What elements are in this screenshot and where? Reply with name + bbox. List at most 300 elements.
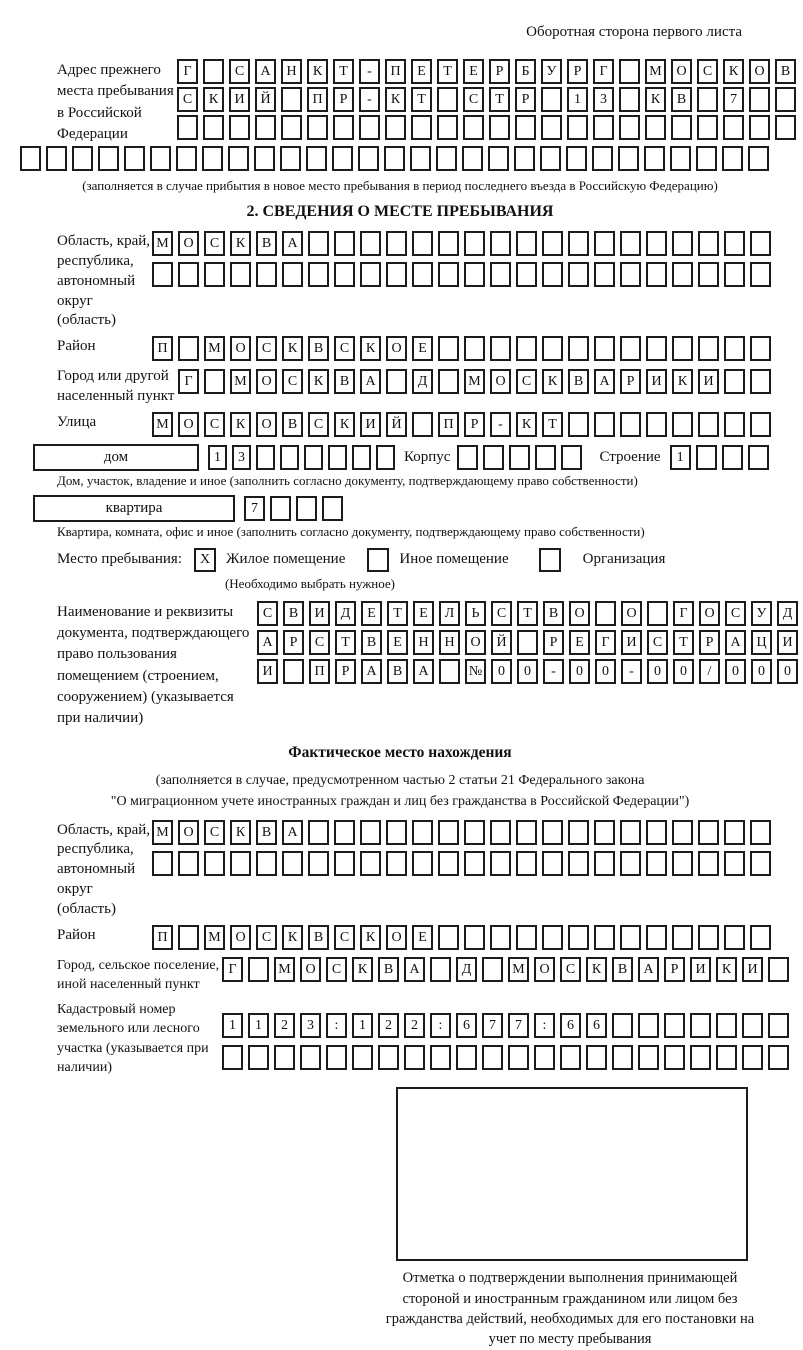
char-cell[interactable]: С	[560, 957, 581, 982]
char-cell[interactable]: Р	[543, 630, 564, 655]
char-cell[interactable]: К	[360, 336, 381, 361]
char-cell[interactable]	[308, 262, 329, 287]
char-cell[interactable]	[620, 925, 641, 950]
char-cell[interactable]: К	[645, 87, 666, 112]
char-cell[interactable]: О	[178, 412, 199, 437]
char-cell[interactable]: Д	[335, 601, 356, 626]
char-cell[interactable]: О	[386, 925, 407, 950]
char-cell[interactable]: А	[404, 957, 425, 982]
char-cell[interactable]	[742, 1045, 763, 1070]
char-cell[interactable]: П	[309, 659, 330, 684]
char-cell[interactable]	[412, 412, 433, 437]
char-cell[interactable]	[594, 262, 615, 287]
char-cell[interactable]	[386, 851, 407, 876]
char-cell[interactable]: В	[308, 336, 329, 361]
char-cell[interactable]: С	[256, 336, 277, 361]
char-cell[interactable]	[150, 146, 171, 171]
char-cell[interactable]: Р	[620, 369, 641, 394]
char-cell[interactable]: И	[698, 369, 719, 394]
char-cell[interactable]: -	[621, 659, 642, 684]
char-cell[interactable]: К	[360, 925, 381, 950]
char-cell[interactable]: 0	[491, 659, 512, 684]
char-cell[interactable]: Р	[283, 630, 304, 655]
char-cell[interactable]: И	[257, 659, 278, 684]
char-cell[interactable]: Р	[489, 59, 510, 84]
char-cell[interactable]	[464, 231, 485, 256]
char-cell[interactable]: П	[307, 87, 328, 112]
char-cell[interactable]	[177, 115, 198, 140]
char-cell[interactable]: О	[490, 369, 511, 394]
char-cell[interactable]	[645, 115, 666, 140]
char-cell[interactable]	[463, 115, 484, 140]
char-cell[interactable]	[517, 630, 538, 655]
char-cell[interactable]	[230, 262, 251, 287]
char-cell[interactable]	[516, 231, 537, 256]
char-cell[interactable]: Е	[463, 59, 484, 84]
char-cell[interactable]: О	[300, 957, 321, 982]
char-cell[interactable]	[542, 851, 563, 876]
char-cell[interactable]: И	[309, 601, 330, 626]
char-cell[interactable]: К	[516, 412, 537, 437]
char-cell[interactable]: Й	[255, 87, 276, 112]
char-cell[interactable]	[698, 820, 719, 845]
char-cell[interactable]: С	[282, 369, 303, 394]
char-cell[interactable]: Б	[515, 59, 536, 84]
char-cell[interactable]: В	[775, 59, 796, 84]
char-cell[interactable]	[360, 231, 381, 256]
char-cell[interactable]	[724, 231, 745, 256]
char-cell[interactable]: О	[256, 412, 277, 437]
char-cell[interactable]	[560, 1045, 581, 1070]
char-cell[interactable]	[535, 445, 556, 470]
char-cell[interactable]	[462, 146, 483, 171]
char-cell[interactable]	[698, 851, 719, 876]
char-cell[interactable]	[647, 601, 668, 626]
char-cell[interactable]	[698, 412, 719, 437]
char-cell[interactable]	[438, 925, 459, 950]
char-cell[interactable]	[516, 851, 537, 876]
char-cell[interactable]	[750, 925, 771, 950]
char-cell[interactable]: 3	[593, 87, 614, 112]
char-cell[interactable]: Е	[413, 601, 434, 626]
char-cell[interactable]	[646, 925, 667, 950]
char-cell[interactable]: К	[352, 957, 373, 982]
char-cell[interactable]: Г	[177, 59, 198, 84]
char-cell[interactable]	[638, 1013, 659, 1038]
char-cell[interactable]	[542, 262, 563, 287]
char-cell[interactable]	[490, 820, 511, 845]
char-cell[interactable]	[646, 820, 667, 845]
char-cell[interactable]	[516, 336, 537, 361]
char-cell[interactable]	[516, 820, 537, 845]
char-cell[interactable]	[296, 496, 317, 521]
char-cell[interactable]	[326, 1045, 347, 1070]
char-cell[interactable]	[698, 262, 719, 287]
char-cell[interactable]	[775, 87, 796, 112]
char-cell[interactable]: 0	[595, 659, 616, 684]
char-cell[interactable]: К	[716, 957, 737, 982]
char-cell[interactable]	[412, 231, 433, 256]
char-cell[interactable]	[281, 87, 302, 112]
char-cell[interactable]	[412, 262, 433, 287]
char-cell[interactable]	[280, 146, 301, 171]
char-cell[interactable]	[178, 336, 199, 361]
char-cell[interactable]	[768, 957, 789, 982]
char-cell[interactable]	[439, 659, 460, 684]
char-cell[interactable]	[300, 1045, 321, 1070]
char-cell[interactable]: 2	[404, 1013, 425, 1038]
char-cell[interactable]	[490, 262, 511, 287]
char-cell[interactable]: В	[378, 957, 399, 982]
char-cell[interactable]	[308, 820, 329, 845]
char-cell[interactable]	[333, 115, 354, 140]
char-cell[interactable]: 1	[567, 87, 588, 112]
char-cell[interactable]	[360, 820, 381, 845]
char-cell[interactable]: В	[543, 601, 564, 626]
char-cell[interactable]	[385, 115, 406, 140]
char-cell[interactable]	[322, 496, 343, 521]
char-cell[interactable]: М	[464, 369, 485, 394]
char-cell[interactable]	[619, 87, 640, 112]
char-cell[interactable]	[620, 336, 641, 361]
char-cell[interactable]	[540, 146, 561, 171]
char-cell[interactable]	[386, 820, 407, 845]
char-cell[interactable]	[724, 262, 745, 287]
char-cell[interactable]	[202, 146, 223, 171]
char-cell[interactable]	[437, 115, 458, 140]
char-cell[interactable]	[541, 87, 562, 112]
char-cell[interactable]	[352, 1045, 373, 1070]
char-cell[interactable]	[386, 262, 407, 287]
char-cell[interactable]: В	[256, 231, 277, 256]
char-cell[interactable]	[698, 336, 719, 361]
char-cell[interactable]: Л	[439, 601, 460, 626]
char-cell[interactable]	[722, 445, 743, 470]
char-cell[interactable]	[515, 115, 536, 140]
char-cell[interactable]: К	[334, 412, 355, 437]
char-cell[interactable]	[430, 1045, 451, 1070]
char-cell[interactable]: В	[671, 87, 692, 112]
char-cell[interactable]	[230, 851, 251, 876]
char-cell[interactable]	[750, 412, 771, 437]
char-cell[interactable]: И	[646, 369, 667, 394]
char-cell[interactable]: О	[230, 336, 251, 361]
house-box[interactable]: дом	[33, 444, 199, 471]
char-cell[interactable]	[724, 925, 745, 950]
char-cell[interactable]: Т	[335, 630, 356, 655]
char-cell[interactable]	[222, 1045, 243, 1070]
char-cell[interactable]	[482, 1045, 503, 1070]
char-cell[interactable]	[438, 336, 459, 361]
char-cell[interactable]: 7	[723, 87, 744, 112]
char-cell[interactable]	[204, 851, 225, 876]
char-cell[interactable]: 0	[725, 659, 746, 684]
char-cell[interactable]: Т	[437, 59, 458, 84]
char-cell[interactable]	[334, 231, 355, 256]
char-cell[interactable]	[644, 146, 665, 171]
char-cell[interactable]	[768, 1045, 789, 1070]
char-cell[interactable]: С	[204, 820, 225, 845]
char-cell[interactable]	[722, 146, 743, 171]
char-cell[interactable]	[46, 146, 67, 171]
char-cell[interactable]: М	[274, 957, 295, 982]
char-cell[interactable]	[620, 412, 641, 437]
char-cell[interactable]: Е	[411, 59, 432, 84]
char-cell[interactable]: У	[541, 59, 562, 84]
char-cell[interactable]: С	[725, 601, 746, 626]
char-cell[interactable]: И	[621, 630, 642, 655]
char-cell[interactable]	[542, 820, 563, 845]
char-cell[interactable]: Т	[517, 601, 538, 626]
char-cell[interactable]: Г	[673, 601, 694, 626]
char-cell[interactable]: М	[508, 957, 529, 982]
char-cell[interactable]	[490, 336, 511, 361]
char-cell[interactable]	[672, 925, 693, 950]
char-cell[interactable]	[334, 262, 355, 287]
char-cell[interactable]: Ь	[465, 601, 486, 626]
char-cell[interactable]: 0	[751, 659, 772, 684]
char-cell[interactable]	[20, 146, 41, 171]
char-cell[interactable]: Т	[411, 87, 432, 112]
char-cell[interactable]: А	[282, 820, 303, 845]
char-cell[interactable]: 1	[352, 1013, 373, 1038]
stay-type-checkbox-inoe[interactable]	[367, 548, 389, 572]
char-cell[interactable]	[594, 851, 615, 876]
char-cell[interactable]	[724, 820, 745, 845]
char-cell[interactable]	[334, 820, 355, 845]
char-cell[interactable]: П	[385, 59, 406, 84]
char-cell[interactable]: Д	[456, 957, 477, 982]
char-cell[interactable]	[698, 231, 719, 256]
char-cell[interactable]	[282, 262, 303, 287]
char-cell[interactable]	[542, 925, 563, 950]
char-cell[interactable]	[586, 1045, 607, 1070]
char-cell[interactable]: /	[699, 659, 720, 684]
char-cell[interactable]: О	[699, 601, 720, 626]
char-cell[interactable]	[646, 412, 667, 437]
char-cell[interactable]: М	[152, 412, 173, 437]
char-cell[interactable]: Т	[673, 630, 694, 655]
char-cell[interactable]	[750, 231, 771, 256]
char-cell[interactable]	[568, 231, 589, 256]
char-cell[interactable]	[568, 820, 589, 845]
char-cell[interactable]: П	[438, 412, 459, 437]
char-cell[interactable]	[280, 445, 299, 470]
char-cell[interactable]	[98, 146, 119, 171]
char-cell[interactable]	[696, 445, 717, 470]
char-cell[interactable]	[768, 1013, 789, 1038]
char-cell[interactable]: И	[777, 630, 798, 655]
char-cell[interactable]	[670, 146, 691, 171]
char-cell[interactable]: 0	[777, 659, 798, 684]
char-cell[interactable]: С	[491, 601, 512, 626]
char-cell[interactable]: С	[229, 59, 250, 84]
char-cell[interactable]: В	[283, 601, 304, 626]
char-cell[interactable]: К	[230, 231, 251, 256]
char-cell[interactable]: Г	[222, 957, 243, 982]
char-cell[interactable]	[672, 336, 693, 361]
char-cell[interactable]: 1	[208, 445, 227, 470]
char-cell[interactable]: К	[385, 87, 406, 112]
char-cell[interactable]: О	[178, 820, 199, 845]
char-cell[interactable]: И	[360, 412, 381, 437]
char-cell[interactable]	[724, 336, 745, 361]
char-cell[interactable]: У	[751, 601, 772, 626]
char-cell[interactable]: 1	[248, 1013, 269, 1038]
char-cell[interactable]	[568, 925, 589, 950]
char-cell[interactable]	[304, 445, 323, 470]
char-cell[interactable]	[716, 1045, 737, 1070]
char-cell[interactable]: Д	[412, 369, 433, 394]
char-cell[interactable]	[534, 1045, 555, 1070]
char-cell[interactable]	[516, 262, 537, 287]
char-cell[interactable]: В	[612, 957, 633, 982]
char-cell[interactable]	[482, 957, 503, 982]
char-cell[interactable]: Е	[569, 630, 590, 655]
char-cell[interactable]: А	[257, 630, 278, 655]
char-cell[interactable]	[646, 851, 667, 876]
char-cell[interactable]: П	[152, 336, 173, 361]
char-cell[interactable]	[696, 146, 717, 171]
char-cell[interactable]	[384, 146, 405, 171]
char-cell[interactable]	[620, 231, 641, 256]
char-cell[interactable]	[748, 146, 769, 171]
char-cell[interactable]	[306, 146, 327, 171]
char-cell[interactable]	[620, 820, 641, 845]
char-cell[interactable]	[255, 115, 276, 140]
char-cell[interactable]	[724, 412, 745, 437]
char-cell[interactable]: №	[465, 659, 486, 684]
char-cell[interactable]	[152, 851, 173, 876]
char-cell[interactable]	[716, 1013, 737, 1038]
char-cell[interactable]: И	[229, 87, 250, 112]
char-cell[interactable]	[594, 925, 615, 950]
char-cell[interactable]: М	[152, 231, 173, 256]
char-cell[interactable]	[594, 820, 615, 845]
char-cell[interactable]: К	[230, 820, 251, 845]
char-cell[interactable]	[724, 369, 745, 394]
char-cell[interactable]	[203, 115, 224, 140]
char-cell[interactable]: К	[586, 957, 607, 982]
char-cell[interactable]	[697, 87, 718, 112]
char-cell[interactable]: 6	[560, 1013, 581, 1038]
char-cell[interactable]: С	[647, 630, 668, 655]
char-cell[interactable]: Е	[412, 925, 433, 950]
char-cell[interactable]	[464, 336, 485, 361]
char-cell[interactable]	[723, 115, 744, 140]
char-cell[interactable]: Е	[387, 630, 408, 655]
char-cell[interactable]: С	[177, 87, 198, 112]
char-cell[interactable]: 7	[244, 496, 265, 521]
char-cell[interactable]	[438, 262, 459, 287]
char-cell[interactable]	[352, 445, 371, 470]
char-cell[interactable]: С	[309, 630, 330, 655]
char-cell[interactable]	[542, 336, 563, 361]
char-cell[interactable]: Ц	[751, 630, 772, 655]
char-cell[interactable]: С	[463, 87, 484, 112]
char-cell[interactable]	[457, 445, 478, 470]
char-cell[interactable]	[204, 369, 225, 394]
char-cell[interactable]: М	[645, 59, 666, 84]
char-cell[interactable]	[508, 1045, 529, 1070]
char-cell[interactable]	[438, 369, 459, 394]
char-cell[interactable]	[672, 412, 693, 437]
char-cell[interactable]	[750, 851, 771, 876]
char-cell[interactable]	[270, 496, 291, 521]
char-cell[interactable]	[437, 87, 458, 112]
char-cell[interactable]	[646, 336, 667, 361]
char-cell[interactable]	[490, 851, 511, 876]
char-cell[interactable]: О	[749, 59, 770, 84]
char-cell[interactable]: В	[282, 412, 303, 437]
char-cell[interactable]	[672, 231, 693, 256]
char-cell[interactable]	[176, 146, 197, 171]
char-cell[interactable]	[281, 115, 302, 140]
char-cell[interactable]	[307, 115, 328, 140]
char-cell[interactable]	[332, 146, 353, 171]
char-cell[interactable]: 0	[517, 659, 538, 684]
char-cell[interactable]	[594, 231, 615, 256]
char-cell[interactable]	[775, 115, 796, 140]
char-cell[interactable]	[274, 1045, 295, 1070]
char-cell[interactable]	[410, 146, 431, 171]
char-cell[interactable]: В	[387, 659, 408, 684]
char-cell[interactable]: Н	[413, 630, 434, 655]
char-cell[interactable]: К	[307, 59, 328, 84]
char-cell[interactable]	[282, 851, 303, 876]
char-cell[interactable]	[724, 851, 745, 876]
char-cell[interactable]	[464, 262, 485, 287]
char-cell[interactable]: С	[516, 369, 537, 394]
char-cell[interactable]: О	[534, 957, 555, 982]
char-cell[interactable]	[592, 146, 613, 171]
char-cell[interactable]	[742, 1013, 763, 1038]
char-cell[interactable]: А	[638, 957, 659, 982]
char-cell[interactable]	[567, 115, 588, 140]
char-cell[interactable]: :	[430, 1013, 451, 1038]
char-cell[interactable]	[672, 262, 693, 287]
char-cell[interactable]	[430, 957, 451, 982]
char-cell[interactable]: А	[413, 659, 434, 684]
char-cell[interactable]: Й	[386, 412, 407, 437]
char-cell[interactable]: С	[326, 957, 347, 982]
char-cell[interactable]	[256, 262, 277, 287]
char-cell[interactable]: 7	[482, 1013, 503, 1038]
char-cell[interactable]	[360, 262, 381, 287]
char-cell[interactable]	[516, 925, 537, 950]
char-cell[interactable]	[412, 851, 433, 876]
char-cell[interactable]	[438, 231, 459, 256]
char-cell[interactable]: Р	[333, 87, 354, 112]
char-cell[interactable]	[593, 115, 614, 140]
char-cell[interactable]	[204, 262, 225, 287]
char-cell[interactable]: О	[465, 630, 486, 655]
char-cell[interactable]	[256, 445, 275, 470]
char-cell[interactable]	[697, 115, 718, 140]
char-cell[interactable]	[386, 369, 407, 394]
char-cell[interactable]: 3	[232, 445, 251, 470]
char-cell[interactable]	[594, 412, 615, 437]
char-cell[interactable]	[619, 115, 640, 140]
char-cell[interactable]: С	[204, 412, 225, 437]
char-cell[interactable]: М	[152, 820, 173, 845]
char-cell[interactable]: К	[282, 925, 303, 950]
char-cell[interactable]	[436, 146, 457, 171]
char-cell[interactable]: А	[725, 630, 746, 655]
char-cell[interactable]: :	[534, 1013, 555, 1038]
char-cell[interactable]: 7	[508, 1013, 529, 1038]
char-cell[interactable]	[283, 659, 304, 684]
